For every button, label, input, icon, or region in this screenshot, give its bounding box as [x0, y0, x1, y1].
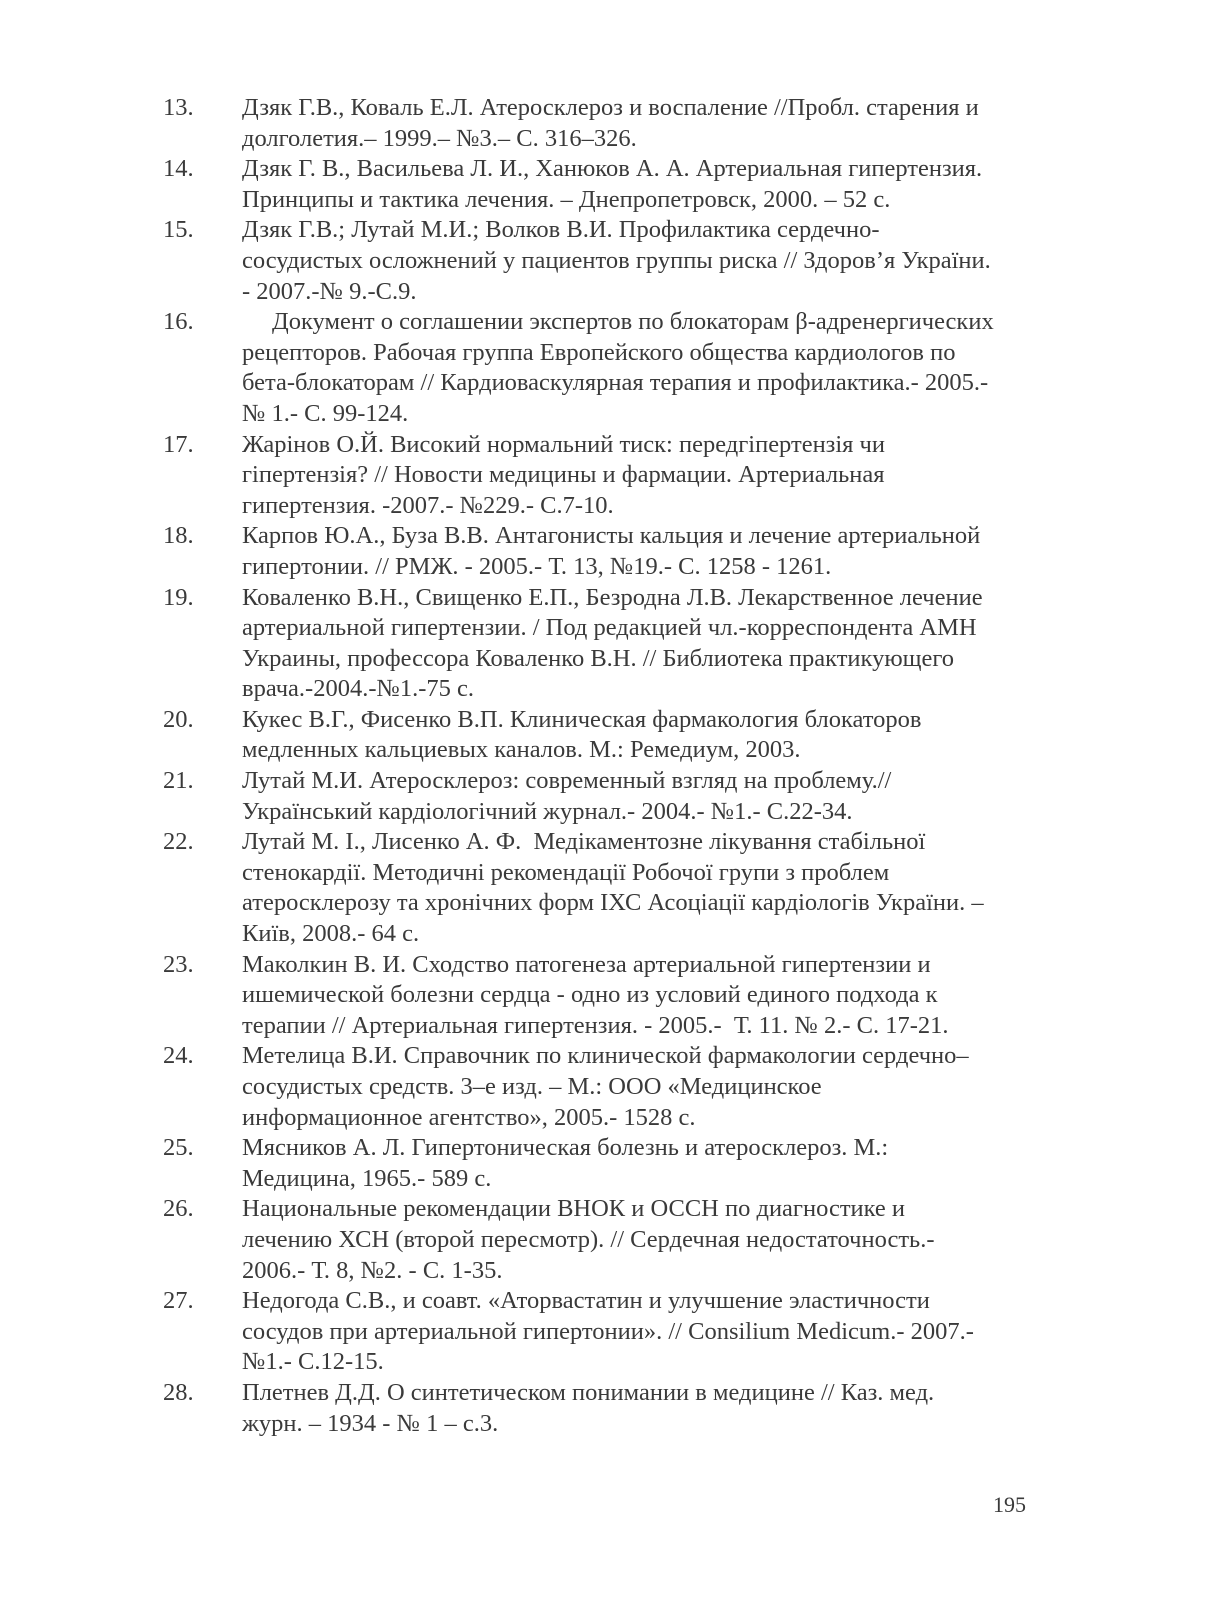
reference-item	[163, 1194, 1043, 1286]
reference-number: 20.	[163, 705, 194, 733]
reference-item	[163, 154, 1043, 215]
reference-number: 13.	[163, 94, 194, 121]
reference-text: Мясников А. Л. Гипертоническая болезнь и атеросклероз. М.: Медицина, 1965.- 589 с.	[242, 1134, 889, 1192]
reference-item	[163, 521, 1043, 582]
reference-item	[163, 1286, 1043, 1378]
reference-number: 21.	[163, 767, 194, 795]
reference-number: 14.	[163, 155, 194, 183]
reference-item	[163, 950, 1043, 1042]
reference-item	[163, 583, 1043, 705]
reference-text: Лутай М.И. Атеросклероз: современный взгляд на проблему.// Український кардіологічний журнал.- 2004.- №1.- С.22-34.	[242, 767, 892, 825]
reference-list	[163, 93, 1043, 1439]
reference-number: 23.	[163, 950, 194, 978]
reference-number: 22.	[163, 828, 194, 856]
reference-item	[163, 827, 1043, 949]
reference-text: Документ о соглашении экспертов по блокаторам β-адренергических рецепторов. Рабочая группа Европейского общества кардиологов по бета-блокаторам // Кардиоваскулярная терапия и профилактика.- 2005.- № 1.- С. 99-124.	[242, 308, 994, 427]
reference-text: Лутай М. І., Лисенко А. Ф. Медікаментозне лікування стабільної стенокардії. Методичні рекомендації Робочої групи з проблем атеросклерозу та хронічних форм ІХС Асоціації кардіологів України. – Київ, 2008.- 64 с.	[242, 828, 984, 948]
reference-text: Метелица В.И. Справочник по клинической фармакологии сердечно– сосудистых средств. 3–е изд. – М.: ООО «Медицинское информационное агентство», 2005.- 1528 с.	[242, 1042, 969, 1131]
reference-text: Кукес В.Г., Фисенко В.П. Клиническая фармакология блокаторов медленных кальциевых каналов. М.: Ремедиум, 2003.	[242, 705, 922, 764]
reference-text: Дзяк Г.В., Коваль Е.Л. Атеросклероз и воспаление //Пробл. старения и долголетия.– 1999.– №3.– С. 316–326.	[242, 94, 979, 152]
reference-number: 28.	[163, 1378, 194, 1406]
reference-number: 17.	[163, 430, 194, 458]
reference-text: Коваленко В.Н., Свищенко Е.П., Безродна Л.В. Лекарственное лечение артериальной гипертензии. / Под редакцией чл.-корреспондента АМН Украины, профессора Коваленко В.Н. // Библиотека практикующего врача.-2004.-№1.-75 с.	[242, 583, 983, 703]
reference-number: 16.	[163, 308, 194, 336]
page-number: 195	[993, 1492, 1026, 1517]
reference-text: Плетнев Д.Д. О синтетическом понимании в медицине // Каз. мед. журн. – 1934 - № 1 – с.3.	[242, 1378, 935, 1437]
reference-text: Жарінов О.Й. Високий нормальний тиск: передгіпертензія чи гіпертензія? // Новости медицины и фармации. Артериальная гипертензия. -2007.- №229.- С.7-10.	[242, 430, 885, 519]
reference-item	[163, 307, 1043, 429]
reference-number: 27.	[163, 1287, 194, 1315]
reference-number: 26.	[163, 1195, 194, 1223]
reference-item	[163, 215, 1043, 307]
reference-item	[163, 705, 1043, 766]
reference-item	[163, 1041, 1043, 1133]
reference-number: 19.	[163, 583, 194, 611]
reference-number: 25.	[163, 1134, 194, 1162]
reference-item	[163, 1133, 1043, 1194]
reference-item	[163, 766, 1043, 827]
reference-item	[163, 93, 1043, 154]
reference-number: 15.	[163, 216, 194, 244]
reference-text: Дзяк Г.В.; Лутай М.И.; Волков В.И. Профилактика сердечно- сосудистых осложнений у пациентов группы риска // Здоров’я України. - 2007.-№ 9.-С.9.	[242, 216, 991, 305]
reference-text: Маколкин В. И. Сходство патогенеза артериальной гипертензии и ишемической болезни сердца - одно из условий единого подхода к терапии // Артериальная гипертензия. - 2005.- Т. 11. № 2.- С. 17-21.	[242, 950, 949, 1039]
reference-number: 24.	[163, 1042, 194, 1070]
reference-item	[163, 1378, 1043, 1439]
reference-text: Дзяк Г. В., Васильева Л. И., Ханюков А. А. Артериальная гипертензия. Принципы и тактика лечения. – Днепропетровск, 2000. – 52 с.	[242, 155, 983, 213]
reference-text: Национальные рекомендации ВНОК и ОССН по диагностике и лечению ХСН (второй пересмотр). // Сердечная недостаточность.- 2006.- Т. 8, №2. - С. 1-35.	[242, 1195, 935, 1284]
reference-text: Карпов Ю.А., Буза В.В. Антагонисты кальция и лечение артериальной гипертонии. // РМЖ. - 2005.- Т. 13, №19.- С. 1258 - 1261.	[242, 522, 981, 580]
reference-text: Недогода С.В., и соавт. «Аторвастатин и улучшение эластичности сосудов при артериальной гипертонии». // Consilium Medicum.- 2007.- №1.- С.12-15.	[242, 1287, 974, 1376]
reference-number: 18.	[163, 522, 194, 550]
reference-item	[163, 430, 1043, 522]
